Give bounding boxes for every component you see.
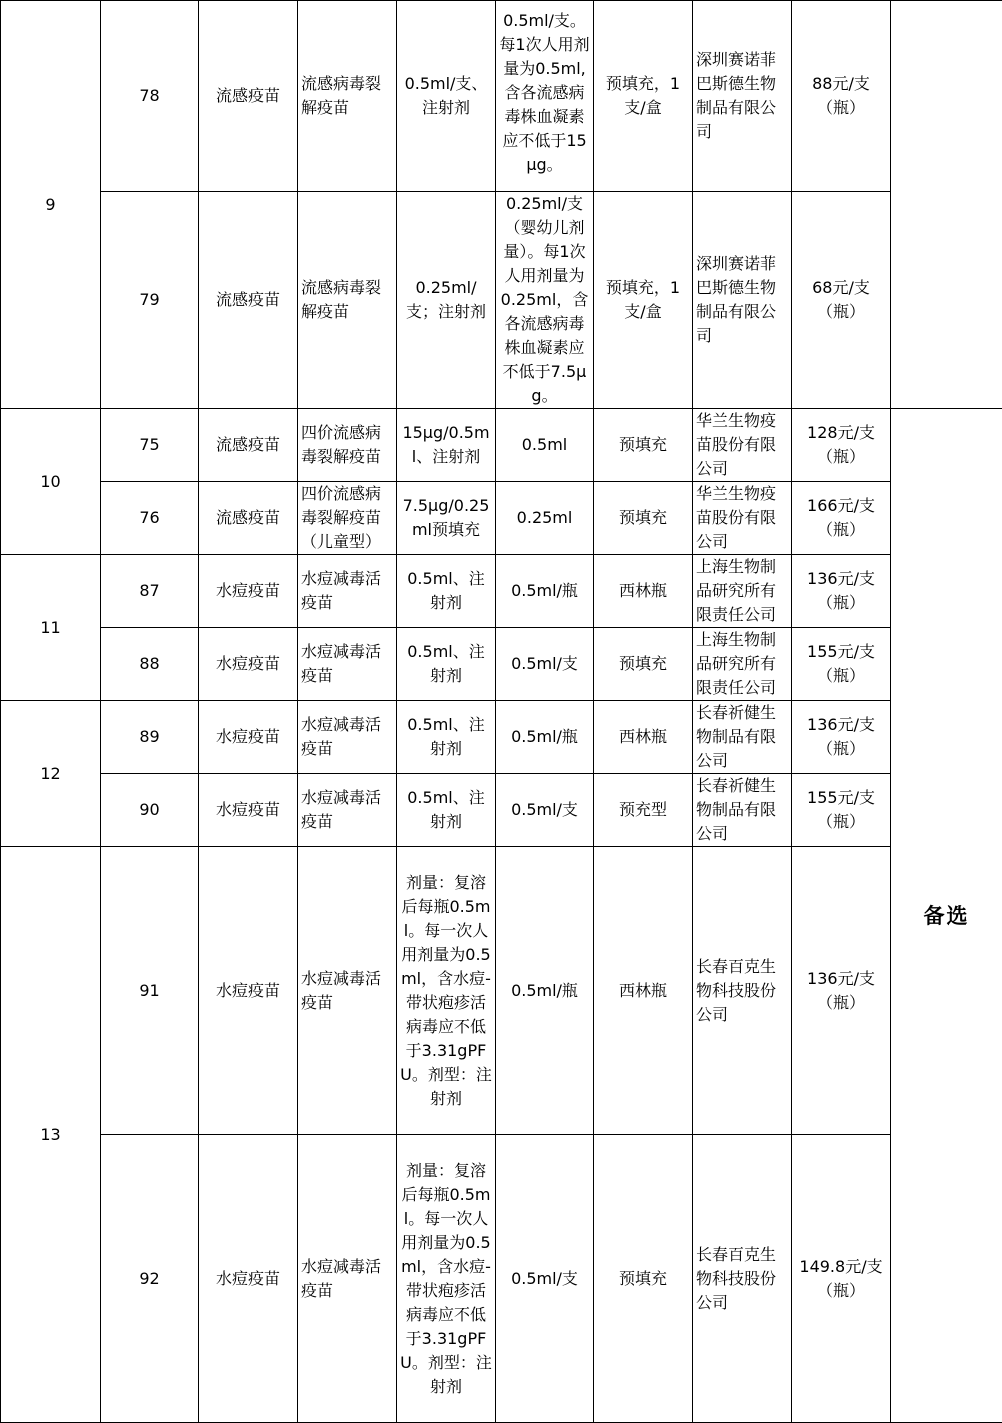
group-number: 9 (1, 1, 101, 409)
table-row (1, 1135, 1002, 1423)
vaccine-category: 流感疫苗 (199, 192, 298, 409)
item-number: 79 (101, 192, 199, 409)
item-number: 78 (101, 1, 199, 192)
table-row (1, 701, 1002, 774)
price: 155元/支（瓶） (792, 774, 891, 847)
product-name: 水痘减毒活疫苗 (298, 847, 397, 1135)
specification: 0.5ml、注射剂 (397, 701, 496, 774)
specification: 0.25ml/支；注射剂 (397, 192, 496, 409)
specification: 0.5ml、注射剂 (397, 774, 496, 847)
dosage: 0.25ml/支（婴幼儿剂量）。每1次人用剂量为0.25ml，含各流感病毒株血凝素应不低于7.5μg。 (496, 192, 594, 409)
manufacturer: 深圳赛诺菲巴斯德生物制品有限公司 (693, 192, 792, 409)
manufacturer: 上海生物制品研究所有限责任公司 (693, 628, 792, 701)
packaging: 西林瓶 (594, 555, 693, 628)
specification: 7.5μg/0.25ml预填充 (397, 482, 496, 555)
manufacturer: 华兰生物疫苗股份有限公司 (693, 482, 792, 555)
vaccine-category: 流感疫苗 (199, 482, 298, 555)
packaging: 预填充，1支/盒 (594, 1, 693, 192)
specification: 0.5ml、注射剂 (397, 628, 496, 701)
product-name: 水痘减毒活疫苗 (298, 1135, 397, 1423)
manufacturer: 上海生物制品研究所有限责任公司 (693, 555, 792, 628)
price: 166元/支（瓶） (792, 482, 891, 555)
packaging: 预填充，1支/盒 (594, 192, 693, 409)
specification: 0.5ml、注射剂 (397, 555, 496, 628)
vaccine-category: 流感疫苗 (199, 1, 298, 192)
item-number: 89 (101, 701, 199, 774)
vaccine-category: 水痘疫苗 (199, 701, 298, 774)
specification: 0.5ml/支、注射剂 (397, 1, 496, 192)
packaging: 预充型 (594, 774, 693, 847)
packaging: 预填充 (594, 409, 693, 482)
table-row (1, 628, 1002, 701)
item-number: 91 (101, 847, 199, 1135)
dosage-cell (496, 1, 594, 192)
dosage: 0.5ml/瓶 (496, 847, 594, 1135)
vaccine-category: 流感疫苗 (199, 409, 298, 482)
vaccine-category: 水痘疫苗 (199, 774, 298, 847)
remark-alternative: 备选 (891, 409, 1002, 1423)
manufacturer: 长春百克生物科技股份公司 (693, 847, 792, 1135)
product-name: 流感病毒裂解疫苗 (298, 1, 397, 192)
packaging: 西林瓶 (594, 847, 693, 1135)
table-row (1, 555, 1002, 628)
dosage: 0.5ml/支。每1次人用剂量为0.5ml,含各流感病毒株血凝素应不低于15μg。 (499, 9, 590, 177)
manufacturer: 长春祈健生物制品有限公司 (693, 774, 792, 847)
group-number: 10 (1, 409, 101, 555)
price: 136元/支（瓶） (792, 701, 891, 774)
table-row (1, 482, 1002, 555)
manufacturer: 长春百克生物科技股份公司 (693, 1135, 792, 1423)
vaccine-category: 水痘疫苗 (199, 847, 298, 1135)
table-row (1, 192, 1002, 409)
vaccine-category: 水痘疫苗 (199, 555, 298, 628)
item-number: 90 (101, 774, 199, 847)
product-name: 流感病毒裂解疫苗 (298, 192, 397, 409)
packaging: 预填充 (594, 1135, 693, 1423)
specification: 剂量：复溶后每瓶0.5ml。每一次人用剂量为0.5ml，含水痘-带状疱疹活病毒应不低于3.31gPFU。剂型：注射剂 (397, 847, 496, 1135)
dosage: 0.25ml (496, 482, 594, 555)
product-name: 水痘减毒活疫苗 (298, 555, 397, 628)
remark-cell (891, 1, 1002, 409)
dosage: 0.5ml (496, 409, 594, 482)
vaccine-category: 水痘疫苗 (199, 628, 298, 701)
manufacturer: 华兰生物疫苗股份有限公司 (693, 409, 792, 482)
product-name: 水痘减毒活疫苗 (298, 774, 397, 847)
dosage: 0.5ml/瓶 (496, 701, 594, 774)
packaging: 预填充 (594, 628, 693, 701)
price: 149.8元/支（瓶） (792, 1135, 891, 1423)
price: 128元/支（瓶） (792, 409, 891, 482)
dosage: 0.5ml/瓶 (496, 555, 594, 628)
dosage: 0.5ml/支 (496, 774, 594, 847)
table-row (1, 774, 1002, 847)
packaging: 预填充 (594, 482, 693, 555)
price: 136元/支（瓶） (792, 555, 891, 628)
price: 68元/支（瓶） (792, 192, 891, 409)
table-row (1, 1, 1002, 192)
dosage: 0.5ml/支 (496, 628, 594, 701)
item-number: 75 (101, 409, 199, 482)
product-name: 水痘减毒活疫苗 (298, 628, 397, 701)
manufacturer: 深圳赛诺菲巴斯德生物制品有限公司 (693, 1, 792, 192)
item-number: 92 (101, 1135, 199, 1423)
dosage: 0.5ml/支 (496, 1135, 594, 1423)
item-number: 88 (101, 628, 199, 701)
table-row (1, 847, 1002, 1135)
price: 88元/支（瓶） (792, 1, 891, 192)
specification: 15μg/0.5ml、注射剂 (397, 409, 496, 482)
price: 136元/支（瓶） (792, 847, 891, 1135)
item-number: 87 (101, 555, 199, 628)
group-number: 11 (1, 555, 101, 701)
group-number: 12 (1, 701, 101, 847)
packaging: 西林瓶 (594, 701, 693, 774)
vaccine-category: 水痘疫苗 (199, 1135, 298, 1423)
group-number: 13 (1, 847, 101, 1423)
table-row (1, 409, 1002, 482)
product-name: 水痘减毒活疫苗 (298, 701, 397, 774)
product-name: 四价流感病毒裂解疫苗（儿童型） (298, 482, 397, 555)
item-number: 76 (101, 482, 199, 555)
manufacturer: 长春祈健生物制品有限公司 (693, 701, 792, 774)
price: 155元/支（瓶） (792, 628, 891, 701)
specification: 剂量：复溶后每瓶0.5ml。每一次人用剂量为0.5ml，含水痘-带状疱疹活病毒应不低于3.31gPFU。剂型：注射剂 (397, 1135, 496, 1423)
product-name: 四价流感病毒裂解疫苗 (298, 409, 397, 482)
